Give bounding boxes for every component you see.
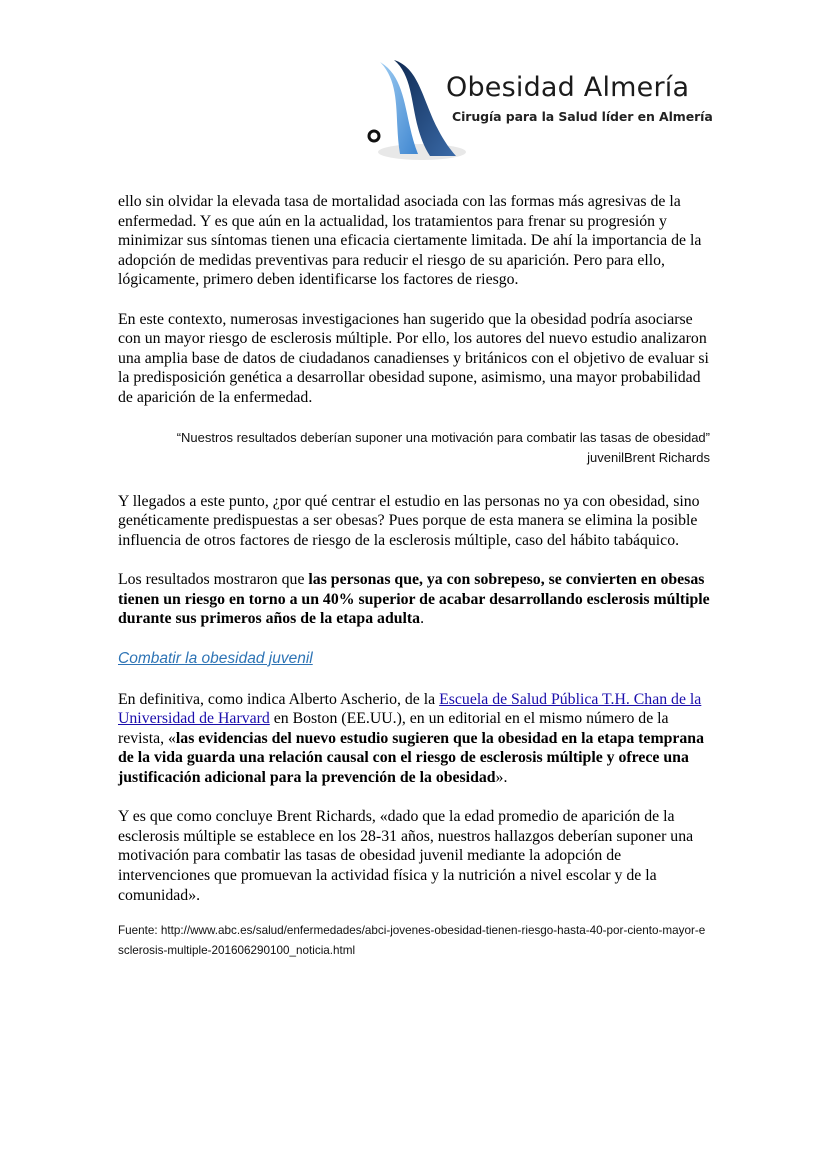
logo [360,58,713,166]
paragraph-1: ello sin olvidar la elevada tasa de mortalidad asociada con las formas más agresivas de la enfermedad. Y es que aún en la actualidad, los tratamientos para frenar su progresión y minimizar sus síntomas tienen una eficacia ciertamente limitada. De ahí la importancia de la adopción de medidas preventivas para reducir el riesgo de su aparición. Pero para ello, lógicamente, primero deben identificarse los factores de riesgo. [118,193,702,289]
source-line: Fuente: http://www.abc.es/salud/enfermedades/abci-jovenes-obesidad-tienen-riesgo-hasta-40-por-ciento-mayor-esclerosis-multiple-201606290100_noticia.html [118,924,706,958]
paragraph-4 [118,570,710,629]
article-body [118,192,710,961]
paragraph-5-bold: las evidencias del nuevo estudio sugieren que la obesidad en la etapa temprana de la vida guarda una relación causal con el riesgo de esclerosis múltiple y ofrece una justificación adicional para la prevención de la obesidad [118,729,704,787]
brand-name: Obesidad Almería [446,72,690,103]
paragraph-5-mid: en Boston (EE.UU.), en un editorial en el mismo número de la revista, « [118,710,669,747]
quote-author: juvenilBrent Richards [587,449,710,465]
pull-quote [118,428,710,468]
paragraph-4-suffix: . [420,610,425,628]
paragraph-4-prefix: Los resultados mostraron que [118,570,309,588]
quote-text: “Nuestros resultados deberían suponer una motivación para combatir las tasas de obesidad” [176,429,710,445]
subheading: Combatir la obesidad juvenil [118,649,313,667]
paragraph-5-suffix: ». [495,769,508,787]
brand-tagline: Cirugía para la Salud líder en Almería [452,109,713,124]
paragraph-6: Y es que como concluye Brent Richards, «dado que la edad promedio de aparición de la esclerosis múltiple se establece en los 28-31 años, nuestros hallazgos deberían suponer una motivación para combatir las tasas de obesidad juvenil mediante la adopción de intervenciones que promuevan la actividad física y la nutrición a nivel escolar y de la comunidad». [118,808,694,904]
harvard-link[interactable]: Escuela de Salud Pública T.H. Chan de la Universidad de Harvard [118,690,702,728]
paragraph-5 [118,690,710,788]
paragraph-5-prefix: En definitiva, como indica Alberto Ascherio, de la [118,690,440,708]
paragraph-2: En este contexto, numerosas investigaciones han sugerido que la obesidad podría asociarse con un mayor riesgo de esclerosis múltiple. Por ello, los autores del nuevo estudio analizaron una amplia base de datos de ciudadanos canadienses y británicos con el objetivo de evaluar si la predisposición genética a desarrollar obesidad supone, asimismo, una mayor probabilidad de aparición de la enfermedad. [118,310,709,406]
paragraph-4-bold: las personas que, ya con sobrepeso, se convierten en obesas tienen un riesgo en torno a un 40% superior de acabar desarrollando esclerosis múltiple durante sus primeros años de la etapa adulta [118,570,710,628]
paragraph-3: Y llegados a este punto, ¿por qué centrar el estudio en las personas no ya con obesidad, sino genéticamente predispuestas a ser obesas? Pues porque de esta manera se elimina la posible influencia de otros factores de riesgo de la esclerosis múltiple, caso del hábito tabáquico. [118,492,700,549]
